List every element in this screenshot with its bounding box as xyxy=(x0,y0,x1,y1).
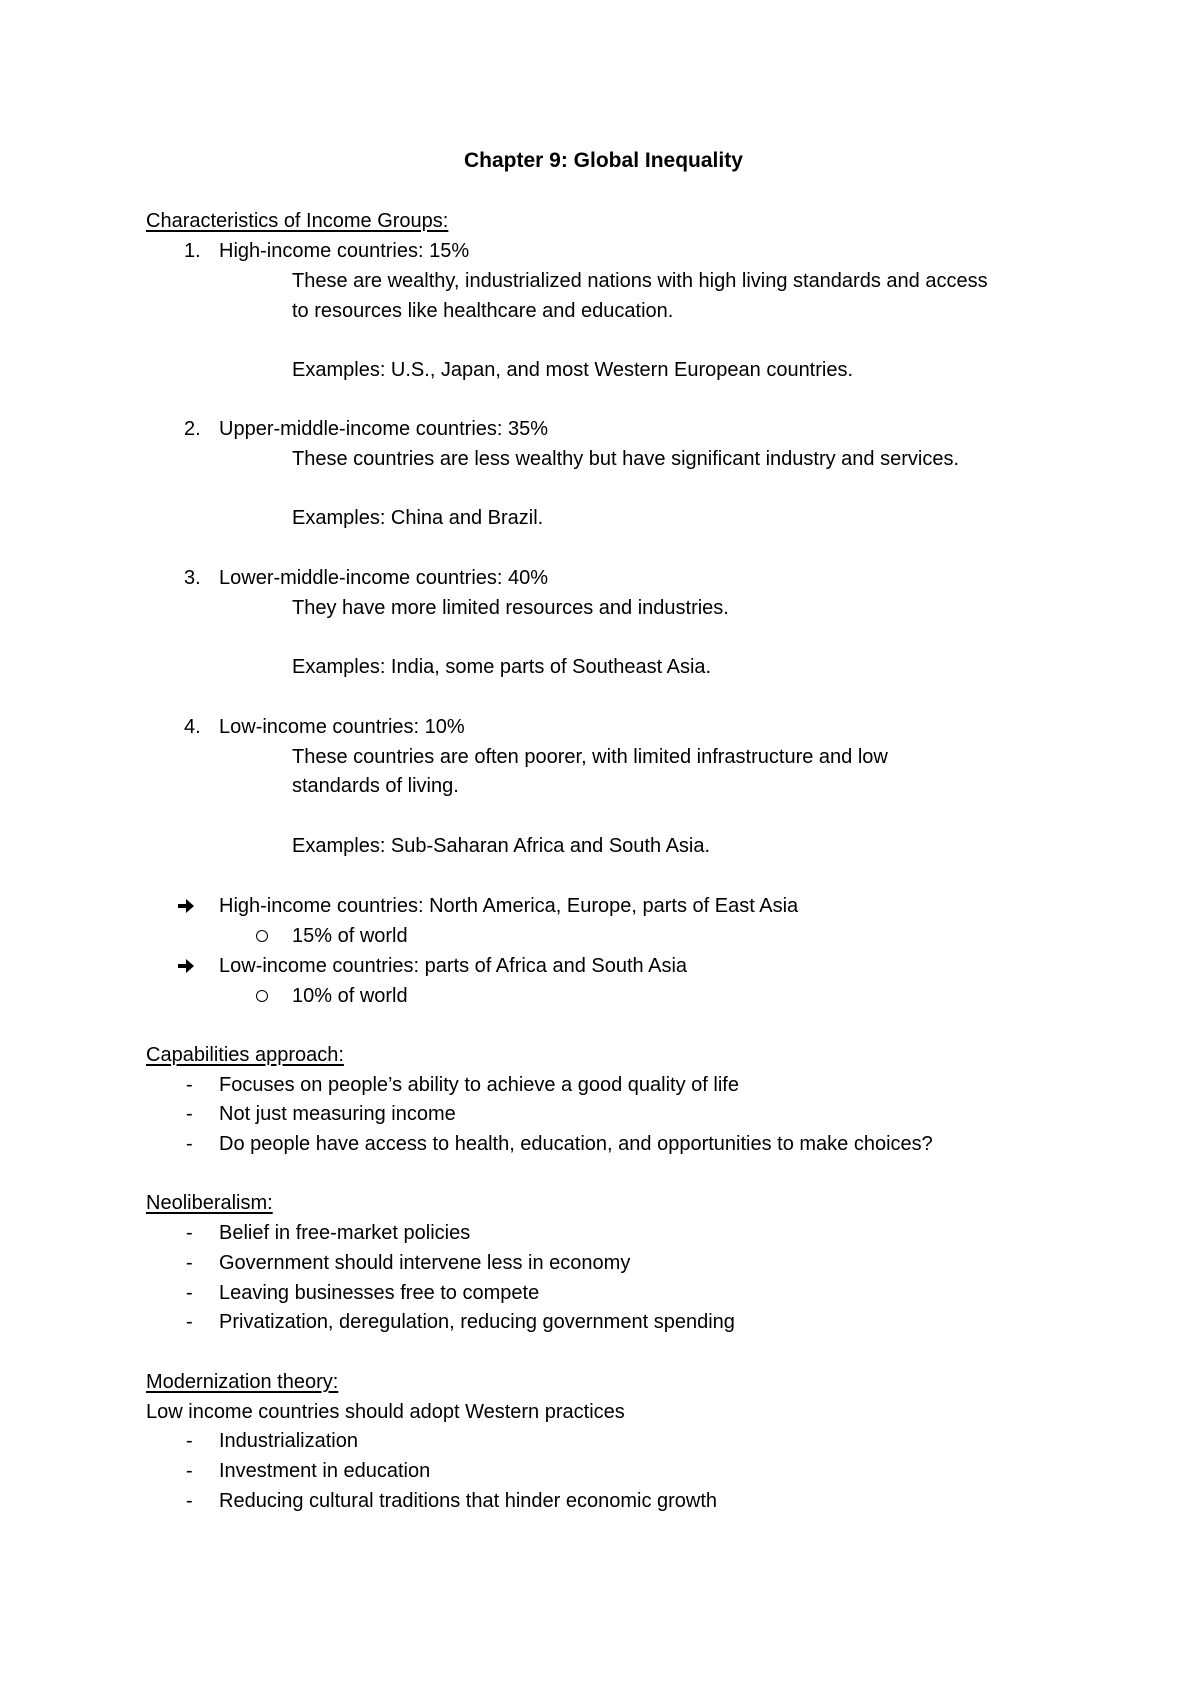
dash-bullet: - xyxy=(186,1460,193,1482)
list-item: Do people have access to health, education, and opportunities to make choices? xyxy=(219,1133,933,1155)
list-item: Privatization, deregulation, reducing government spending xyxy=(219,1311,735,1333)
list-item: Focuses on people’s ability to achieve a good quality of life xyxy=(219,1074,739,1096)
income-group-label: Low-income countries: 10% xyxy=(219,716,465,738)
arrow-bullet-text: Low-income countries: parts of Africa and South Asia xyxy=(219,955,688,977)
list-item: Reducing cultural traditions that hinder economic growth xyxy=(219,1490,718,1512)
arrow-bullet-text: High-income countries: North America, Europe, parts of East Asia xyxy=(219,895,799,917)
dash-bullet: - xyxy=(186,1490,193,1512)
income-group-description: These countries are less wealthy but have significant industry and services. xyxy=(292,448,960,470)
sub-bullet-text: 15% of world xyxy=(292,925,408,947)
dash-bullet: - xyxy=(186,1074,193,1096)
dash-bullet: - xyxy=(186,1222,193,1244)
list-item: Not just measuring income xyxy=(219,1103,456,1125)
income-group-description: to resources like healthcare and education. xyxy=(292,300,674,322)
section-heading-income-groups: Characteristics of Income Groups: xyxy=(146,210,449,232)
dash-bullet: - xyxy=(186,1252,193,1274)
dash-bullet: - xyxy=(186,1133,193,1155)
income-group-description: These countries are often poorer, with limited infrastructure and low xyxy=(292,746,888,768)
income-group-label: Lower-middle-income countries: 40% xyxy=(219,567,549,589)
list-number: 2. xyxy=(184,418,201,440)
arrow-right-icon xyxy=(176,896,196,916)
list-number: 1. xyxy=(184,240,201,262)
sub-bullet-text: 10% of world xyxy=(292,985,408,1007)
list-number: 3. xyxy=(184,567,201,589)
section-intro: Low income countries should adopt Western practices xyxy=(146,1401,625,1423)
list-item: Industrialization xyxy=(219,1430,358,1452)
page-title: Chapter 9: Global Inequality xyxy=(464,149,743,172)
circle-bullet-icon xyxy=(256,930,268,942)
list-item: Government should intervene less in economy xyxy=(219,1252,631,1274)
income-group-examples: Examples: Sub-Saharan Africa and South Asia. xyxy=(292,835,711,857)
list-item: Belief in free-market policies xyxy=(219,1222,471,1244)
arrow-right-icon xyxy=(176,956,196,976)
section-heading-capabilities: Capabilities approach: xyxy=(146,1044,344,1066)
income-group-description: These are wealthy, industrialized nations with high living standards and access xyxy=(292,270,988,292)
income-group-description: standards of living. xyxy=(292,775,459,797)
income-group-examples: Examples: U.S., Japan, and most Western European countries. xyxy=(292,359,854,381)
income-group-examples: Examples: India, some parts of Southeast Asia. xyxy=(292,656,712,678)
section-heading-neoliberalism: Neoliberalism: xyxy=(146,1192,273,1214)
income-group-label: Upper-middle-income countries: 35% xyxy=(219,418,549,440)
list-item: Investment in education xyxy=(219,1460,431,1482)
dash-bullet: - xyxy=(186,1311,193,1333)
list-item: Leaving businesses free to compete xyxy=(219,1282,540,1304)
dash-bullet: - xyxy=(186,1430,193,1452)
income-group-examples: Examples: China and Brazil. xyxy=(292,507,544,529)
list-number: 4. xyxy=(184,716,201,738)
dash-bullet: - xyxy=(186,1103,193,1125)
circle-bullet-icon xyxy=(256,990,268,1002)
section-heading-modernization: Modernization theory: xyxy=(146,1371,339,1393)
dash-bullet: - xyxy=(186,1282,193,1304)
income-group-description: They have more limited resources and industries. xyxy=(292,597,729,619)
income-group-label: High-income countries: 15% xyxy=(219,240,470,262)
